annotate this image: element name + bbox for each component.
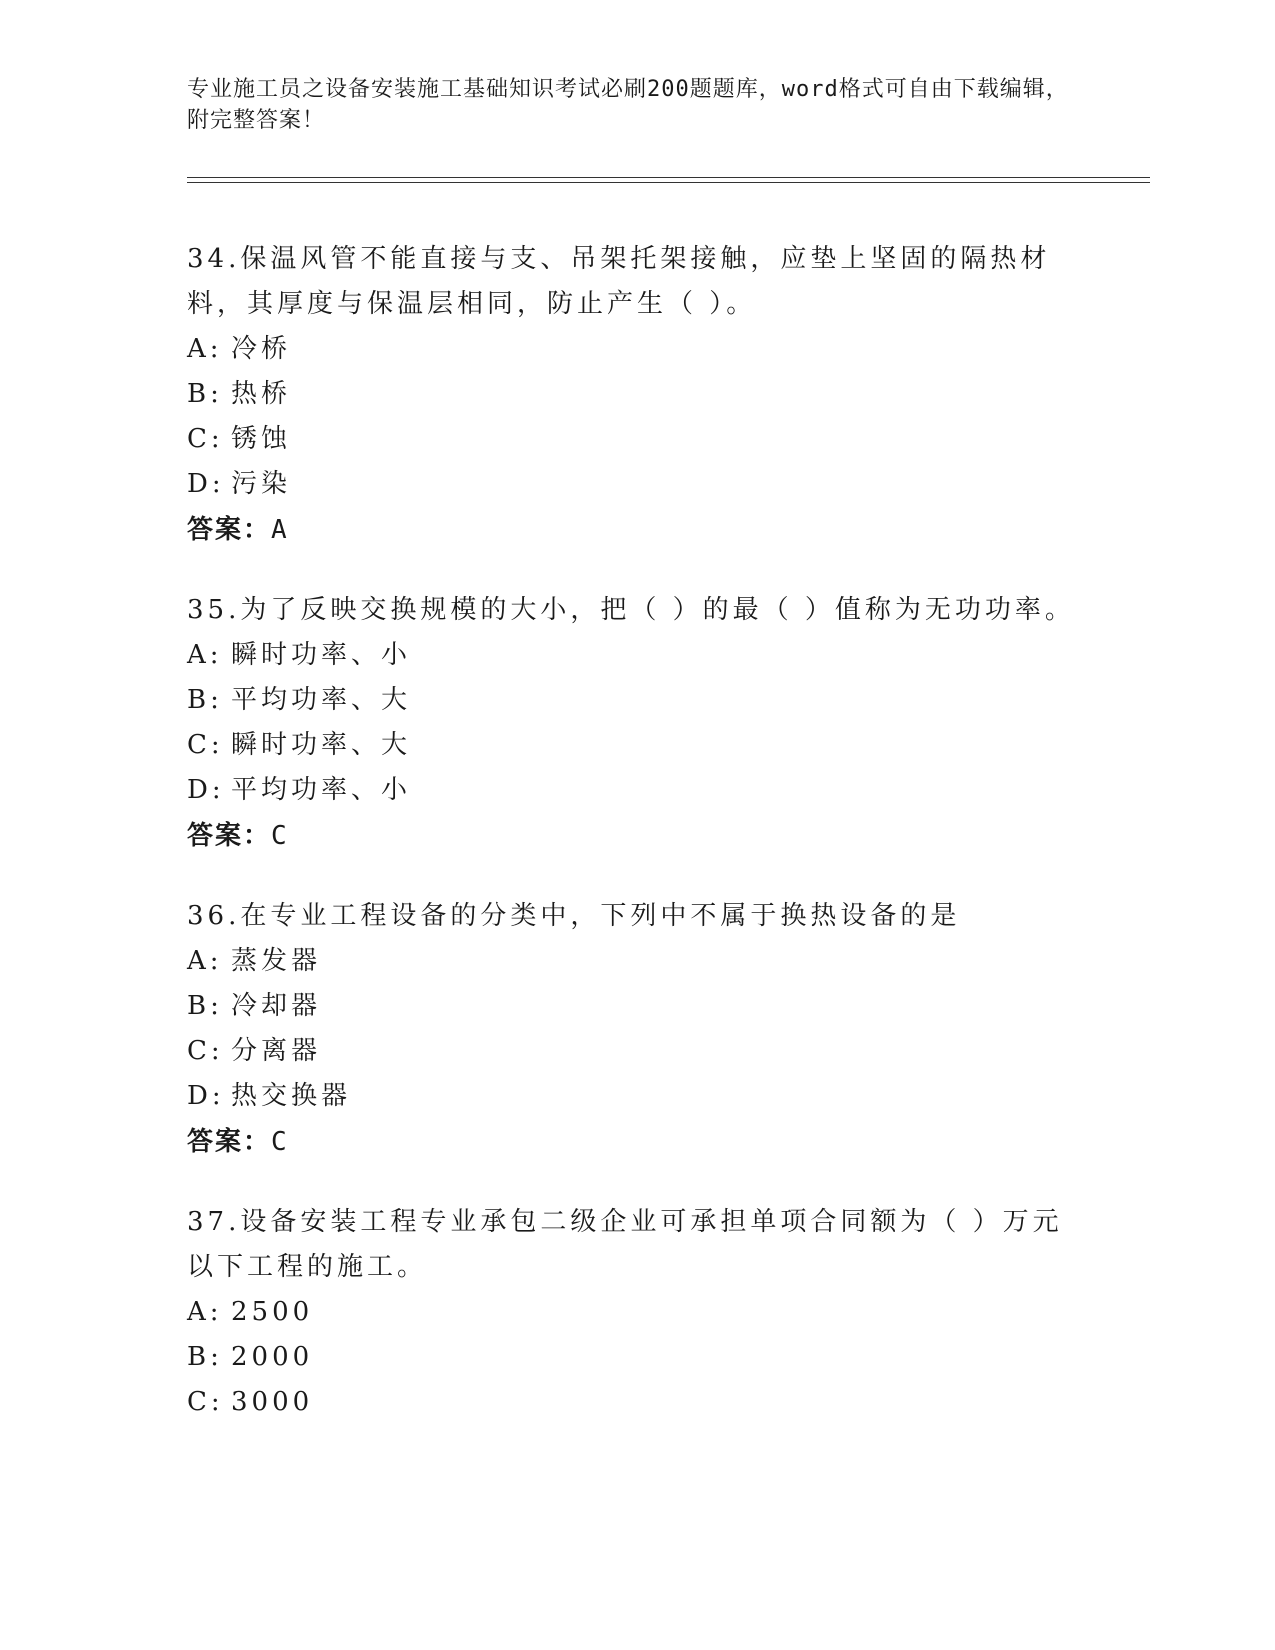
option-letter: A: xyxy=(187,1297,223,1327)
option-b xyxy=(187,1335,1087,1380)
option-a xyxy=(187,1290,1087,1335)
answer-value: C xyxy=(271,821,289,851)
option-d xyxy=(187,1074,1087,1119)
option-letter: B: xyxy=(187,1342,223,1372)
answer-label: 答案： xyxy=(187,1127,272,1157)
question-list xyxy=(187,237,1087,1460)
option-letter: A: xyxy=(187,640,223,670)
option-text: 污染 xyxy=(231,469,292,499)
option-b xyxy=(187,678,1087,723)
answer-line xyxy=(187,1119,1087,1165)
option-d xyxy=(187,768,1087,813)
option-d xyxy=(187,462,1087,507)
option-letter: D: xyxy=(187,1081,225,1111)
option-text: 冷却器 xyxy=(231,991,322,1021)
option-b xyxy=(187,372,1087,417)
option-letter: D: xyxy=(187,469,225,499)
question-stem: 34.保温风管不能直接与支、吊架托架接触，应垫上坚固的隔热材料，其厚度与保温层相同，防止产生（ ）。 xyxy=(187,244,1051,319)
option-text: 锈蚀 xyxy=(231,424,292,454)
question-stem: 36.在专业工程设备的分类中，下列中不属于换热设备的是 xyxy=(187,901,961,931)
answer-label: 答案： xyxy=(187,821,272,851)
document-header: 专业施工员之设备安装施工基础知识考试必刷200题题库，word格式可自由下载编辑，附完整答案！ xyxy=(187,77,1069,133)
option-letter: D: xyxy=(187,775,225,805)
option-text: 热交换器 xyxy=(231,1081,352,1111)
answer-value: C xyxy=(271,1127,289,1157)
option-text: 平均功率、大 xyxy=(231,685,412,715)
option-text: 蒸发器 xyxy=(231,946,322,976)
question-36 xyxy=(187,894,1087,1165)
answer-label: 答案： xyxy=(187,515,272,545)
option-letter: A: xyxy=(187,334,223,364)
option-c xyxy=(187,723,1087,768)
option-c xyxy=(187,1380,1087,1425)
question-34 xyxy=(187,237,1087,553)
option-a xyxy=(187,633,1087,678)
option-text: 平均功率、小 xyxy=(231,775,412,805)
option-letter: B: xyxy=(187,685,223,715)
option-a xyxy=(187,939,1087,984)
answer-line xyxy=(187,507,1087,553)
option-b xyxy=(187,984,1087,1029)
option-letter: A: xyxy=(187,946,223,976)
answer-value: A xyxy=(271,515,289,545)
option-letter: C: xyxy=(187,424,224,454)
header-rule-top xyxy=(187,177,1150,178)
option-text: 冷桥 xyxy=(231,334,292,364)
option-letter: C: xyxy=(187,730,224,760)
question-35 xyxy=(187,588,1087,859)
option-text: 热桥 xyxy=(231,379,292,409)
option-text: 2000 xyxy=(231,1342,314,1372)
header-rule-bottom xyxy=(187,182,1150,183)
question-stem: 37.设备安装工程专业承包二级企业可承担单项合同额为（ ）万元以下工程的施工。 xyxy=(187,1207,1063,1282)
option-text: 瞬时功率、小 xyxy=(231,640,412,670)
option-text: 分离器 xyxy=(231,1036,322,1066)
option-text: 瞬时功率、大 xyxy=(231,730,412,760)
option-text: 3000 xyxy=(231,1387,314,1417)
option-c xyxy=(187,417,1087,462)
option-a xyxy=(187,327,1087,372)
option-letter: C: xyxy=(187,1387,224,1417)
option-letter: B: xyxy=(187,379,223,409)
option-letter: B: xyxy=(187,991,223,1021)
option-c xyxy=(187,1029,1087,1074)
option-text: 2500 xyxy=(231,1297,314,1327)
answer-line xyxy=(187,813,1087,859)
question-37 xyxy=(187,1200,1087,1425)
question-stem: 35.为了反映交换规模的大小，把（ ）的最（ ）值称为无功功率。 xyxy=(187,595,1075,625)
option-letter: C: xyxy=(187,1036,224,1066)
